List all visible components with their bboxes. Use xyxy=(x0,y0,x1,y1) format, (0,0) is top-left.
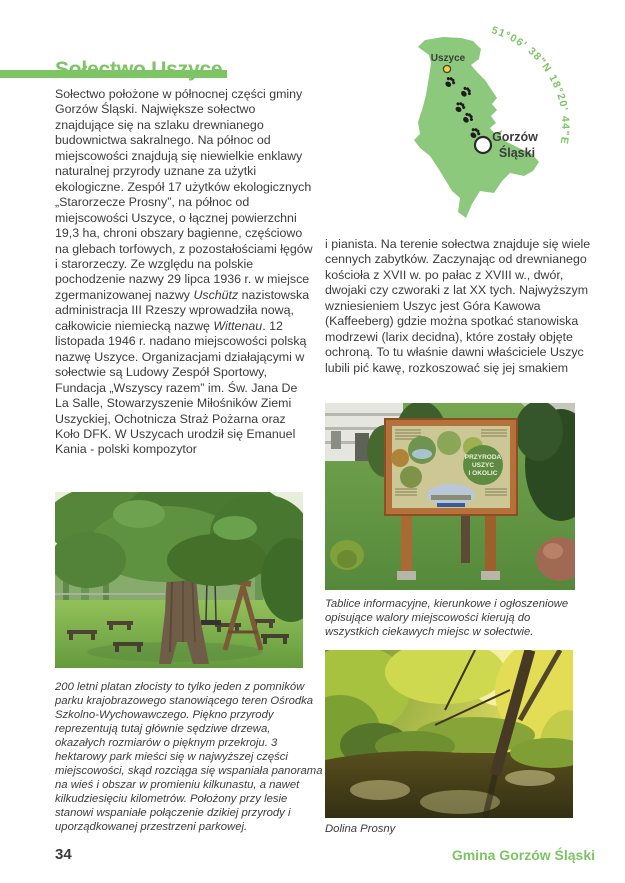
coordinates-arc-text: 51°06' 38"N 18°20' 44"E xyxy=(490,25,572,146)
info-board-graphic xyxy=(325,403,575,590)
info-board-photo xyxy=(325,403,575,590)
map-graphic xyxy=(403,25,608,237)
river-photo xyxy=(325,650,573,818)
board-photo-caption: Tablice informacyjne, kierunkowe i ogłoszeniowe opisujące walory miejscowości kierują do wszystkich ciekawych miejsc w sołectwie. xyxy=(325,598,569,638)
town-label-line1: Gorzów xyxy=(492,130,538,144)
village-label: Uszyce xyxy=(430,53,466,64)
village-marker xyxy=(443,65,450,72)
tree-photo-graphic xyxy=(55,492,303,668)
tree-photo xyxy=(55,492,303,668)
sign-title-line1: PRZYRODA xyxy=(464,454,502,461)
tree-photo-caption: 200 letni platan złocisty to tylko jeden z pomników parku krajobrazowego stanowiącego teren Ośrodka Szkolno-Wychowawczego. Piękno przyrody reprezentują tutaj głównie sędziwe drzewa, okazałych rozmiarów o pięknym przekroju. 3 hektarowy park mieści się w najwyższej części miejscowości, skąd rozciąga się wspaniała panorama na wieś i obszar w promieniu kilkunastu, a nawet kilkudziesięciu kilometrów. Położony przy lesie stanowi wspaniałe połączenie dzikiej przyrody i uporządkowanej przestrzeni parkowej. xyxy=(55,681,323,833)
footer-brand: Gmina Gorzów Śląski xyxy=(451,847,595,863)
municipality-map xyxy=(403,25,608,237)
town-label-line2: Śląski xyxy=(498,146,536,160)
river-photo-caption: Dolina Prosny xyxy=(325,823,396,835)
article-column-left: Sołectwo położone w północnej części gminy Gorzów Śląski. Największe sołectwo znajdujące się na szlaku drewnianego budownictwa sakralnego. Na północ od miejscowości znajdują się niewielkie enklawy naturalnej przyrody uznane za użytki ekologiczne. Zespół 17 użytków ekologicznych „Starorzecze Prosny”, na północ od miejscowości Uszyce, o łącznej powierzchni 19,3 ha, chroni obszary bagienne, częściowo na glebach torfowych, z pozostałościami łęgów i starorzeczy. Ze względu na polskie pochodzenie nazwy 29 lipca 1936 r. w miejsce zgermanizowanej nazwy Uschütz nazistowska administracja III Rzeszy wprowadziła nową, całkowicie niemiecką nazwę Wittenau. 12 listopada 1946 r. nadano miejscowości polską nazwę Uszyce. Organizacjami działającymi w sołectwie są Ludowy Zespół Sportowy, Fundacja „Wszyscy razem” im. Św. Jana De La Salle, Stowarzyszenie Miłośników Ziemi Uszyckiej, Ochotnicza Straż Pożarna oraz Koło DFK. W Uszycach urodził się Emanuel Kania - polski kompozytor xyxy=(55,87,313,457)
town-marker xyxy=(475,137,491,153)
page-number: 34 xyxy=(55,846,72,863)
gmina-outline xyxy=(414,37,539,218)
article-column-right: i pianista. Na terenie sołectwa znajduje się wiele cennych zabytków. Zaczynając od drewnianego kościoła z XVII w. po pałac z XVIII w., dwór, dwojaki czy czworaki z lat XX tych. Najwyższym wzniesieniem Uszyc jest Góra Kawowa (Kaffeeberg) gdzie można spotkać stanowiska modrzewi (larix decidna), które zostały objęte ochroną. To tu właśnie dawni właściciele Uszyc lubili pić kawę, rozkoszować się jej smakiem xyxy=(325,237,591,375)
sign-title-line3: I OKOLIC xyxy=(468,470,498,477)
title-accent-bar xyxy=(0,70,227,78)
river-photo-graphic xyxy=(325,650,573,818)
sign-title-line2: USZYC xyxy=(471,462,495,469)
